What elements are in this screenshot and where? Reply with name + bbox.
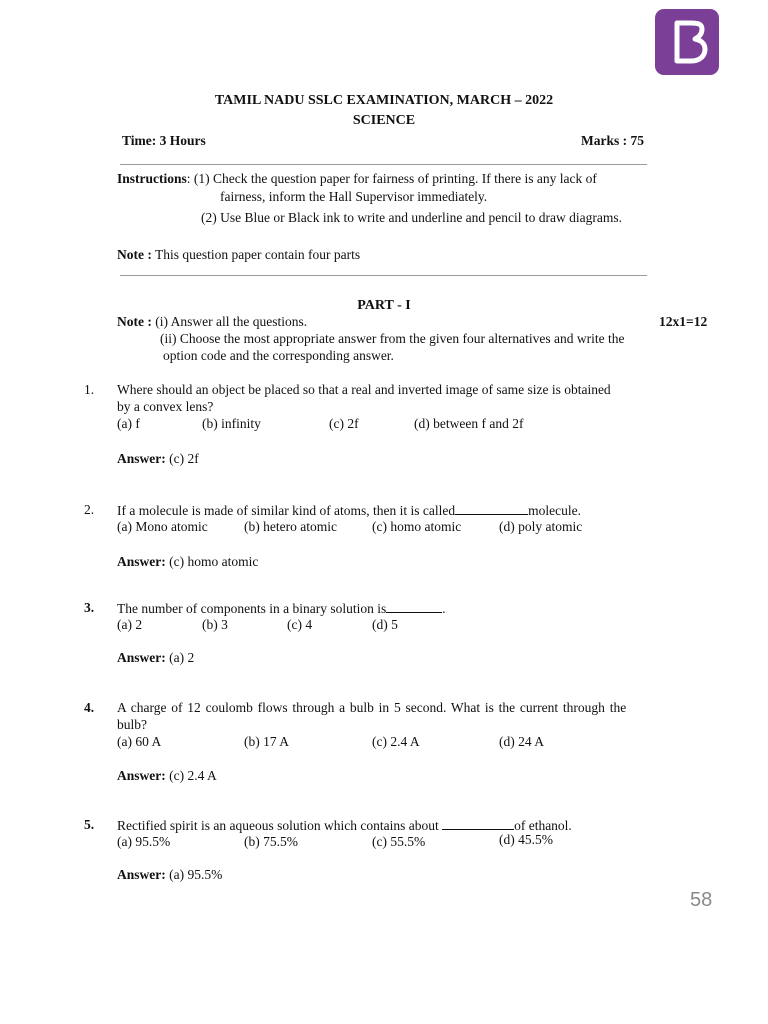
option-d: (d) poly atomic bbox=[499, 519, 583, 534]
question-text-cont: by a convex lens? bbox=[117, 399, 214, 414]
option-c: (c) 4 bbox=[287, 617, 313, 632]
part-title: PART - I bbox=[357, 298, 411, 313]
note-divider bbox=[120, 275, 647, 276]
marks-label: Marks : 75 bbox=[581, 133, 644, 148]
question-text-post: molecule. bbox=[528, 503, 582, 518]
option-a: (a) Mono atomic bbox=[117, 519, 208, 534]
part-note-label: Note : bbox=[117, 314, 152, 329]
answer-label: Answer: bbox=[117, 768, 166, 783]
time-label: Time: 3 Hours bbox=[122, 133, 206, 148]
option-d: (d) between f and 2f bbox=[414, 416, 524, 431]
option-b: (b) hetero atomic bbox=[244, 519, 337, 534]
byjus-logo-icon bbox=[655, 9, 719, 75]
answer-label: Answer: bbox=[117, 867, 166, 882]
option-d: (d) 5 bbox=[372, 617, 398, 632]
part-note-1: (i) Answer all the questions. bbox=[155, 314, 308, 329]
option-c: (c) homo atomic bbox=[372, 519, 462, 534]
question-text bbox=[117, 502, 581, 519]
instructions-text-1-cont: fairness, inform the Hall Supervisor immediately. bbox=[220, 189, 488, 204]
option-c: (c) 55.5% bbox=[372, 834, 426, 849]
option-a: (a) 2 bbox=[117, 617, 143, 632]
question-text-pre: If a molecule is made of similar kind of atoms, then it is called bbox=[117, 503, 456, 518]
question-number: 3. bbox=[84, 600, 95, 615]
answer-line bbox=[117, 554, 258, 570]
answer-line bbox=[117, 867, 222, 883]
page-number: 58 bbox=[690, 889, 713, 911]
exam-title: TAMIL NADU SSLC EXAMINATION, MARCH – 2022 bbox=[214, 93, 554, 108]
fill-blank bbox=[455, 502, 528, 515]
part-note-2: (ii) Choose the most appropriate answer from the given four alternatives and write the bbox=[160, 331, 625, 346]
fill-blank bbox=[442, 817, 514, 830]
answer-value: (a) 95.5% bbox=[169, 867, 223, 882]
note-text: This question paper contain four parts bbox=[155, 247, 361, 262]
answer-label: Answer: bbox=[117, 554, 166, 569]
question-text-pre: Rectified spirit is an aqueous solution which contains about bbox=[117, 818, 439, 833]
option-d: (d) 45.5% bbox=[499, 832, 553, 847]
question-text-cont: bulb? bbox=[117, 717, 147, 732]
instructions-line-1 bbox=[117, 171, 597, 187]
answer-value: (c) 2f bbox=[169, 451, 199, 466]
option-b: (b) 75.5% bbox=[244, 834, 298, 849]
option-d: (d) 24 A bbox=[499, 734, 544, 749]
question-text-pre: The number of components in a binary solution is bbox=[117, 601, 387, 616]
question-number: 4. bbox=[84, 700, 95, 715]
answer-label: Answer: bbox=[117, 451, 166, 466]
question-text-post: . bbox=[442, 601, 446, 616]
question-number: 2. bbox=[84, 502, 95, 517]
option-a: (a) 60 A bbox=[117, 734, 162, 749]
question-number: 1. bbox=[84, 382, 95, 397]
question-text: Where should an object be placed so that a real and inverted image of same size is obtained bbox=[117, 382, 611, 397]
answer-line bbox=[117, 768, 217, 784]
header-divider bbox=[120, 164, 647, 165]
question-text bbox=[117, 600, 446, 617]
instructions-label: Instructions bbox=[117, 171, 187, 186]
option-c: (c) 2.4 A bbox=[372, 734, 420, 749]
subject-title: SCIENCE bbox=[352, 113, 416, 128]
part-note-2-cont: option code and the corresponding answer. bbox=[163, 348, 394, 363]
option-a: (a) 95.5% bbox=[117, 834, 171, 849]
question-text: A charge of 12 coulomb flows through a bulb in 5 second. What is the current through the bbox=[117, 700, 627, 715]
answer-label: Answer: bbox=[117, 650, 166, 665]
question-text-post: of ethanol. bbox=[514, 818, 572, 833]
option-b: (b) 3 bbox=[202, 617, 228, 632]
answer-line bbox=[117, 650, 194, 666]
note-line bbox=[117, 247, 360, 263]
option-b: (b) infinity bbox=[202, 416, 261, 431]
note-label: Note : bbox=[117, 247, 152, 262]
option-b: (b) 17 A bbox=[244, 734, 289, 749]
option-c: (c) 2f bbox=[329, 416, 359, 431]
instructions-text-1: : (1) Check the question paper for fairness of printing. If there is any lack of bbox=[186, 171, 597, 186]
part-marks: 12x1=12 bbox=[659, 314, 708, 329]
answer-line bbox=[117, 451, 199, 467]
instructions-text-2: (2) Use Blue or Black ink to write and underline and pencil to draw diagrams. bbox=[201, 210, 623, 225]
option-a: (a) f bbox=[117, 416, 140, 431]
question-number: 5. bbox=[84, 817, 95, 832]
fill-blank bbox=[386, 600, 442, 613]
part-note-line-1 bbox=[117, 314, 307, 330]
answer-value: (c) 2.4 A bbox=[169, 768, 217, 783]
answer-value: (a) 2 bbox=[169, 650, 195, 665]
answer-value: (c) homo atomic bbox=[169, 554, 259, 569]
